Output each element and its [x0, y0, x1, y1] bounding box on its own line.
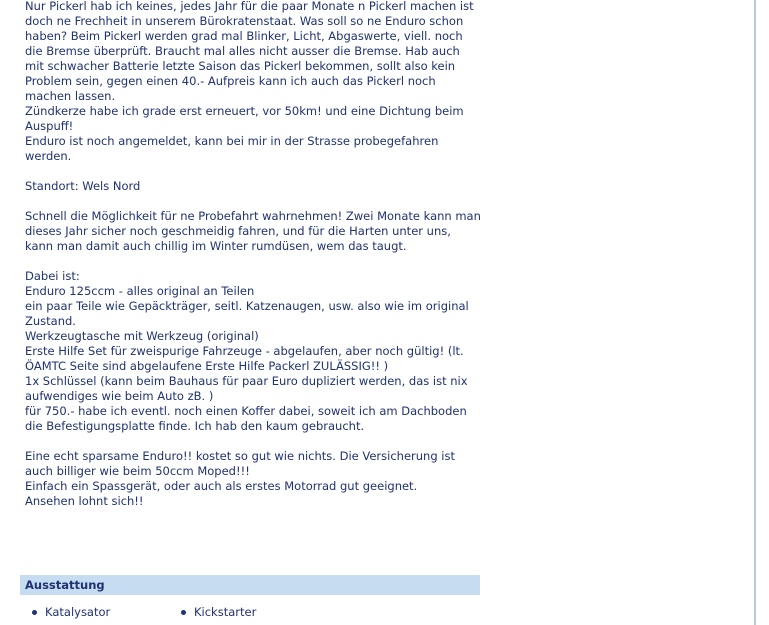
description-line: machen lassen.	[25, 89, 116, 103]
description-line: Standort: Wels Nord	[25, 179, 141, 193]
description-line: 1x Schlüssel (kann beim Bauhaus für paar Euro dupliziert werden, das ist nix	[25, 374, 468, 388]
description-line	[25, 194, 485, 209]
description-line: Ansehen lohnt sich!!	[25, 494, 144, 508]
description-line: für 750.- habe ich eventl. noch einen Koffer dabei, soweit ich am Dachboden	[25, 404, 467, 418]
description-line	[25, 254, 485, 269]
description-line: Enduro ist noch angemeldet, kann bei mir in der Strasse probegefahren	[25, 134, 439, 148]
equipment-item	[45, 605, 110, 620]
description-line: mit schwacher Batterie letzte Saison das Pickerl bekommen, sollt also kein	[25, 59, 456, 73]
description-line: haben? Beim Pickerl werden grad mal Blinker, Licht, Abgaswerte, viell. noch	[25, 29, 463, 43]
description-line: die Bremse überprüft. Braucht mal alles nicht ausser die Bremse. Hab auch	[25, 44, 460, 58]
description-line: Schnell die Möglichkeit für ne Probefahrt wahrnehmen! Zwei Monate kann man	[25, 209, 481, 223]
description-line: ein paar Teile wie Gepäckträger, seitl. Katzenaugen, usw. also wie im original	[25, 299, 469, 313]
description-line: auch billiger wie beim 50ccm Moped!!!	[25, 464, 250, 478]
description-line: Enduro 125ccm - alles original an Teilen	[25, 284, 255, 298]
description-line	[25, 434, 485, 449]
description-line: Auspuff!	[25, 119, 74, 133]
equipment-item	[194, 605, 256, 620]
bullet-icon	[181, 610, 186, 615]
description-line: doch ne Frechheit in unserem Bürokratenstaat. Was soll so ne Enduro schon	[25, 14, 464, 28]
section-header-ausstattung	[20, 575, 480, 595]
description-line: werden.	[25, 149, 72, 163]
description-line: Erste Hilfe Set für zweispurige Fahrzeuge - abgelaufen, aber noch gültig! (lt.	[25, 344, 464, 358]
description-line: aufwendiges wie beim Auto zB. )	[25, 389, 214, 403]
description-line: ÖAMTC Seite sind abgelaufene Erste Hilfe Packerl ZULÄSSIG!! )	[25, 359, 389, 373]
description-line: dieses Jahr sicher noch geschmeidig fahren, und für die Harten unter uns,	[25, 224, 451, 238]
bullet-icon	[32, 610, 37, 615]
description-line: Werkzeugtasche mit Werkzeug (original)	[25, 329, 259, 343]
description-line: Zustand.	[25, 314, 76, 328]
section-title: Ausstattung	[25, 578, 105, 592]
description-line: Problem sein, gegen einen 40.- Aufpreis kann ich auch das Pickerl noch	[25, 74, 436, 88]
description-line: die Befestigungsplatte finde. Ich hab den kaum gebraucht.	[25, 419, 365, 433]
description-line: kann man damit auch chillig im Winter rumdüsen, wem das taugt.	[25, 239, 407, 253]
equipment-item-label: Katalysator	[45, 605, 111, 619]
description-line: Eine echt sparsame Enduro!! kostet so gut wie nichts. Die Versicherung ist	[25, 449, 455, 463]
equipment-item-label: Kickstarter	[194, 605, 257, 619]
description-line: Einfach ein Spassgerät, oder auch als erstes Motorrad gut geeignet.	[25, 479, 418, 493]
description-line: Nur Pickerl hab ich keines, jedes Jahr für die paar Monate n Pickerl machen ist	[25, 0, 474, 13]
description-line	[25, 164, 485, 179]
description-line: Dabei ist:	[25, 269, 80, 283]
description-line: Zündkerze habe ich grade erst erneuert, vor 50km! und eine Dichtung beim	[25, 104, 464, 118]
listing-description	[25, 0, 485, 509]
